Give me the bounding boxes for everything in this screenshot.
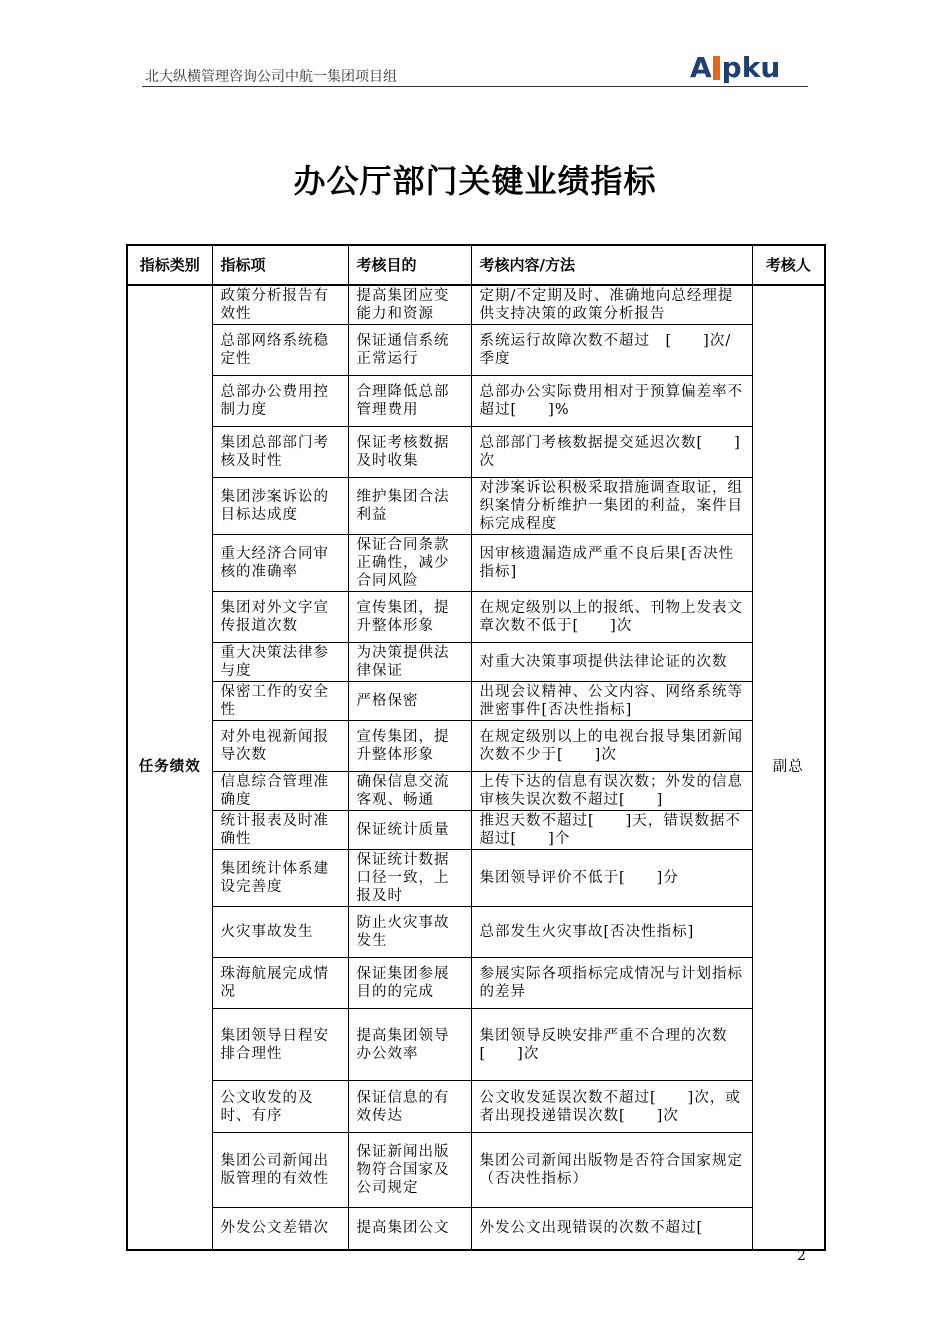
content-cell: 集团公司新闻出版物是否符合国家规定（否决性指标） — [471, 1133, 752, 1208]
header-category: 指标类别 — [127, 245, 212, 285]
content-cell: 集团领导反映安排严重不合理的次数[ ]次 — [471, 1009, 752, 1081]
page-number: 2 — [797, 1248, 806, 1264]
purpose-cell: 保证统计质量 — [348, 811, 471, 850]
purpose-cell: 保证通信系统正常运行 — [348, 325, 471, 376]
item-cell: 外发公文差错次 — [212, 1208, 348, 1250]
table-header-row — [127, 245, 825, 285]
purpose-cell: 保证考核数据及时收集 — [348, 427, 471, 478]
reviewer-cell: 副总 — [752, 285, 825, 1250]
item-cell: 集团领导日程安排合理性 — [212, 1009, 348, 1081]
content-cell: 对重大决策事项提供法律论证的次数 — [471, 643, 752, 682]
purpose-cell: 保证新闻出版物符合国家及公司规定 — [348, 1133, 471, 1208]
content-cell: 在规定级别以上的电视台报导集团新闻次数不少于[ ]次 — [471, 721, 752, 772]
item-cell: 保密工作的安全性 — [212, 682, 348, 721]
purpose-cell: 防止火灾事故发生 — [348, 907, 471, 958]
content-cell: 集团领导评价不低于[ ]分 — [471, 850, 752, 907]
item-cell: 对外电视新闻报导次数 — [212, 721, 348, 772]
content-cell: 总部发生火灾事故[否决性指标] — [471, 907, 752, 958]
item-cell: 总部网络系统稳定性 — [212, 325, 348, 376]
table-row — [127, 907, 825, 958]
table-row — [127, 1133, 825, 1208]
category-cell: 任务绩效 — [127, 285, 212, 1250]
table-row — [127, 958, 825, 1009]
content-cell: 外发公文出现错误的次数不超过[ — [471, 1208, 752, 1250]
header-purpose: 考核目的 — [348, 245, 471, 285]
purpose-cell: 提高集团应变能力和资源 — [348, 285, 471, 325]
item-cell: 信息综合管理准确度 — [212, 772, 348, 811]
item-cell: 重大决策法律参与度 — [212, 643, 348, 682]
table-row — [127, 772, 825, 811]
content-cell: 参展实际各项指标完成情况与计划指标的差异 — [471, 958, 752, 1009]
content-cell: 因审核遗漏造成严重不良后果[否决性指标] — [471, 535, 752, 592]
table-row — [127, 478, 825, 535]
kpi-table — [126, 244, 826, 1251]
purpose-cell: 确保信息交流客观、畅通 — [348, 772, 471, 811]
purpose-cell: 严格保密 — [348, 682, 471, 721]
table-row — [127, 682, 825, 721]
content-cell: 公文收发延误次数不超过[ ]次，或者出现投递错误次数[ ]次 — [471, 1081, 752, 1133]
purpose-cell: 宣传集团，提升整体形象 — [348, 721, 471, 772]
table-row — [127, 721, 825, 772]
table-row — [127, 811, 825, 850]
header-company: 北大纵横管理咨询公司中航一集团项目组 — [145, 69, 397, 85]
purpose-cell: 宣传集团，提升整体形象 — [348, 592, 471, 643]
content-cell: 对涉案诉讼积极采取措施调查取证，组织案情分析维护一集团的利益，案件目标完成程度 — [471, 478, 752, 535]
table-row — [127, 376, 825, 427]
item-cell: 集团对外文字宣传报道次数 — [212, 592, 348, 643]
item-cell: 集团涉案诉讼的目标达成度 — [212, 478, 348, 535]
table-row — [127, 1009, 825, 1081]
purpose-cell: 保证信息的有效传达 — [348, 1081, 471, 1133]
content-cell: 在规定级别以上的报纸、刊物上发表文章次数不低于[ ]次 — [471, 592, 752, 643]
table-row — [127, 325, 825, 376]
item-cell: 火灾事故发生 — [212, 907, 348, 958]
page-title: 办公厅部门关键业绩指标 — [293, 162, 657, 200]
purpose-cell: 为决策提供法律保证 — [348, 643, 471, 682]
table-row — [127, 535, 825, 592]
item-cell: 集团公司新闻出版管理的有效性 — [212, 1133, 348, 1208]
item-cell: 集团统计体系建设完善度 — [212, 850, 348, 907]
item-cell: 公文收发的及时、有序 — [212, 1081, 348, 1133]
purpose-cell: 提高集团公文 — [348, 1208, 471, 1250]
logo-bar — [713, 56, 720, 80]
company-logo — [690, 50, 808, 84]
item-cell: 集团总部部门考核及时性 — [212, 427, 348, 478]
item-cell: 政策分析报告有效性 — [212, 285, 348, 325]
table-row — [127, 643, 825, 682]
logo-text-left: A — [690, 50, 712, 84]
content-cell: 系统运行故障次数不超过 [ ]次/季度 — [471, 325, 752, 376]
header-item: 指标项 — [212, 245, 348, 285]
content-cell: 总部办公实际费用相对于预算偏差率不超过[ ]% — [471, 376, 752, 427]
content-cell: 上传下达的信息有误次数；外发的信息审核失误次数不超过[ ] — [471, 772, 752, 811]
table-row — [127, 592, 825, 643]
purpose-cell: 合理降低总部管理费用 — [348, 376, 471, 427]
header-rule — [142, 86, 808, 87]
table-row — [127, 1081, 825, 1133]
header-content: 考核内容/方法 — [471, 245, 752, 285]
purpose-cell: 提高集团领导办公效率 — [348, 1009, 471, 1081]
content-cell: 出现会议精神、公文内容、网络系统等泄密事件[否决性指标] — [471, 682, 752, 721]
item-cell: 统计报表及时准确性 — [212, 811, 348, 850]
item-cell: 珠海航展完成情况 — [212, 958, 348, 1009]
logo-text-right: pku — [721, 50, 781, 84]
purpose-cell: 维护集团合法利益 — [348, 478, 471, 535]
content-cell: 推迟天数不超过[ ]天，错误数据不超过[ ]个 — [471, 811, 752, 850]
content-cell: 总部部门考核数据提交延迟次数[ ]次 — [471, 427, 752, 478]
content-cell: 定期/不定期及时、准确地向总经理提供支持决策的政策分析报告 — [471, 285, 752, 325]
table-row — [127, 850, 825, 907]
item-cell: 重大经济合同审核的准确率 — [212, 535, 348, 592]
item-cell: 总部办公费用控制力度 — [212, 376, 348, 427]
table-row — [127, 1208, 825, 1250]
purpose-cell: 保证合同条款正确性，减少合同风险 — [348, 535, 471, 592]
table-row — [127, 285, 825, 325]
purpose-cell: 保证集团参展目的的完成 — [348, 958, 471, 1009]
table-row — [127, 427, 825, 478]
purpose-cell: 保证统计数据口径一致，上报及时 — [348, 850, 471, 907]
header-reviewer: 考核人 — [752, 245, 825, 285]
